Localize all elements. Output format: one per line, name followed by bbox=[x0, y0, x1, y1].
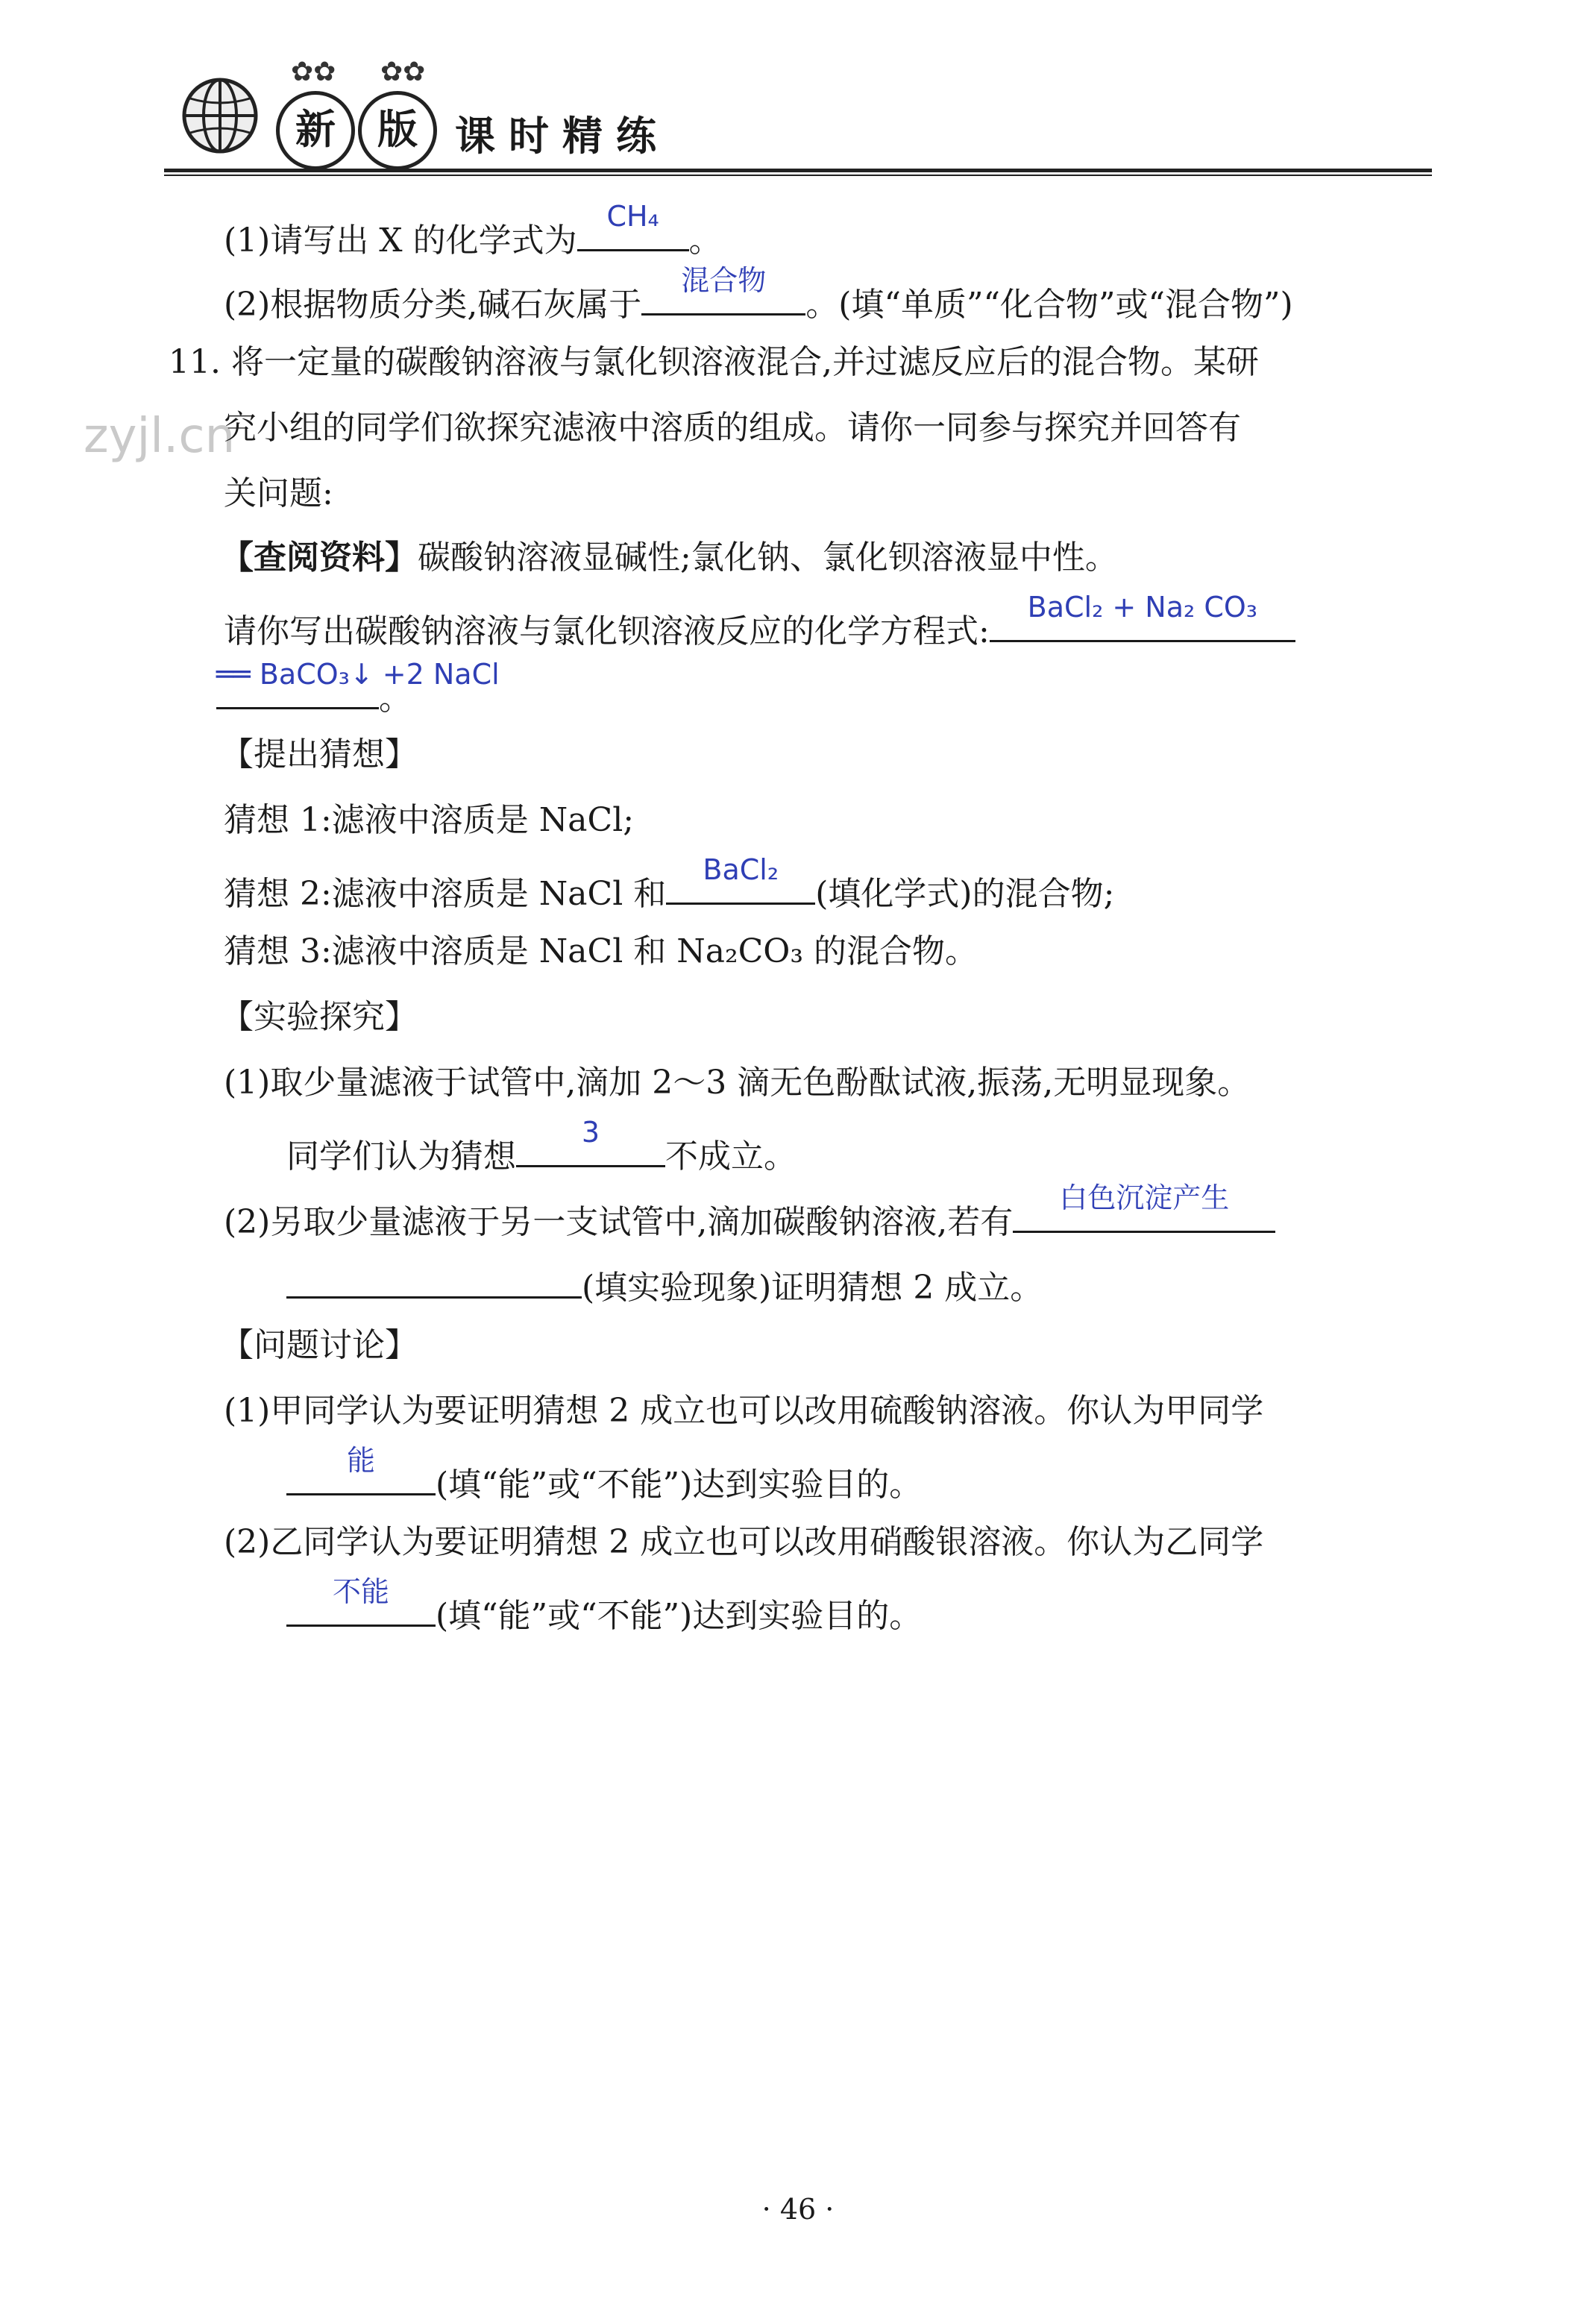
q11-disc1-line1: (1)甲同学认为要证明猜想 2 成立也可以改用硫酸钠溶液。你认为甲同学 bbox=[224, 1392, 1264, 1430]
q11-equation-line2 bbox=[216, 658, 500, 721]
q11-equation-blank-1[interactable] bbox=[990, 591, 1295, 642]
q10-part1-answer: CH₄ bbox=[606, 200, 659, 233]
q11-disc1-answer: 能 bbox=[346, 1444, 375, 1477]
q11-exp2-answer: 白色沉淀产生 bbox=[1059, 1181, 1230, 1214]
q11-disc1-blank[interactable] bbox=[286, 1444, 436, 1495]
q10-part1 bbox=[224, 200, 722, 263]
q10-part1-blank[interactable] bbox=[577, 200, 689, 251]
header-brand: 课时精练 bbox=[455, 113, 670, 160]
q10-part2-answer: 混合物 bbox=[681, 264, 767, 297]
section-label-discussion: 【问题讨论】 bbox=[221, 1326, 418, 1364]
q11-equation-answer-1: BaCl₂ + Na₂ CO₃ bbox=[1027, 591, 1258, 624]
header-divider-thin bbox=[164, 175, 1432, 176]
watermark: zyjl.cn bbox=[84, 409, 236, 464]
q11-disc1-line2 bbox=[286, 1444, 923, 1507]
header-badge-edition: 版 bbox=[358, 91, 437, 170]
header-divider bbox=[164, 169, 1432, 172]
q11-guess2 bbox=[224, 853, 1115, 917]
q11-disc1-end: (填“能”或“不能”)达到实验目的。 bbox=[436, 1466, 923, 1504]
q11-guess2-prompt: 猜想 2:滤液中溶质是 NaCl 和 bbox=[224, 875, 667, 913]
q10-part2-prompt: (2)根据物质分类,碱石灰属于 bbox=[224, 286, 642, 324]
header-badge-new: 新 bbox=[276, 91, 355, 170]
q11-guess1: 猜想 1:滤液中溶质是 NaCl; bbox=[224, 801, 635, 839]
q11-guess2-answer: BaCl₂ bbox=[703, 853, 779, 886]
q10-part2-blank[interactable] bbox=[641, 264, 805, 316]
decoration-icon: ✿✿ bbox=[291, 57, 336, 87]
q11-exp2-line2 bbox=[286, 1258, 1043, 1310]
q11-equation-blank-2[interactable] bbox=[216, 658, 500, 709]
q11-exp1-prompt: 同学们认为猜想 bbox=[286, 1137, 516, 1175]
page-header bbox=[164, 45, 1432, 179]
page-number: · 46 · bbox=[761, 2193, 835, 2226]
globe-logo-icon bbox=[179, 75, 261, 157]
q11-intro-line3: 关问题: bbox=[224, 474, 333, 512]
q11-disc2-answer: 不能 bbox=[332, 1575, 389, 1608]
q10-part1-end: 。 bbox=[688, 222, 722, 260]
q11-guess3: 猜想 3:滤液中溶质是 NaCl 和 Na₂CO₃ 的混合物。 bbox=[224, 932, 978, 970]
q11-exp1-blank[interactable] bbox=[516, 1116, 665, 1167]
q11-exp2-blank[interactable] bbox=[1013, 1181, 1275, 1233]
q11-exp2-end: (填实验现象)证明猜想 2 成立。 bbox=[582, 1269, 1043, 1307]
section-label-guess: 【提出猜想】 bbox=[221, 735, 418, 773]
decoration-icon: ✿✿ bbox=[380, 57, 426, 87]
section-label-info: 【查阅资料】 bbox=[221, 539, 418, 577]
q11-disc2-end: (填“能”或“不能”)达到实验目的。 bbox=[436, 1597, 923, 1635]
q11-exp2-blank-cont[interactable] bbox=[286, 1258, 582, 1299]
q11-intro-line2: 究小组的同学们欲探究滤液中溶质的组成。请你一同参与探究并回答有 bbox=[224, 409, 1241, 447]
q10-part2 bbox=[224, 264, 1293, 327]
q11-equation-prompt: 请你写出碳酸钠溶液与氯化钡溶液反应的化学方程式: bbox=[224, 612, 990, 650]
q11-disc2-line2 bbox=[286, 1575, 923, 1639]
q11-exp2-line1 bbox=[224, 1181, 1275, 1245]
q11-exp1-line1: (1)取少量滤液于试管中,滴加 2～3 滴无色酚酞试液,振荡,无明显现象。 bbox=[224, 1064, 1251, 1102]
q11-info bbox=[221, 536, 1118, 580]
section-label-experiment: 【实验探究】 bbox=[221, 998, 418, 1036]
q10-part1-prompt: (1)请写出 X 的化学式为 bbox=[224, 222, 577, 260]
q11-equation-end: 。 bbox=[379, 679, 412, 718]
q11-info-text: 碳酸钠溶液显碱性;氯化钠、氯化钡溶液显中性。 bbox=[418, 539, 1118, 577]
q11-guess2-blank[interactable] bbox=[666, 853, 815, 905]
q11-disc2-line1: (2)乙同学认为要证明猜想 2 成立也可以改用硝酸银溶液。你认为乙同学 bbox=[224, 1523, 1264, 1561]
q11-intro-line1: 11. 将一定量的碳酸钠溶液与氯化钡溶液混合,并过滤反应后的混合物。某研 bbox=[169, 343, 1259, 381]
q11-exp1-answer: 3 bbox=[581, 1116, 600, 1149]
q11-exp2-prompt: (2)另取少量滤液于另一支试管中,滴加碳酸钠溶液,若有 bbox=[224, 1203, 1014, 1241]
q11-disc2-blank[interactable] bbox=[286, 1575, 436, 1627]
q11-exp1-end: 不成立。 bbox=[665, 1137, 797, 1175]
q11-equation-prompt-line bbox=[224, 591, 1295, 654]
q11-guess2-end: (填化学式)的混合物; bbox=[815, 875, 1115, 913]
q10-part2-instruction: 。(填“单质”“化合物”或“混合物”) bbox=[805, 286, 1293, 324]
q11-equation-answer-2: ══ BaCO₃↓ +2 NaCl bbox=[216, 658, 500, 691]
q11-exp1-line2 bbox=[286, 1116, 797, 1179]
